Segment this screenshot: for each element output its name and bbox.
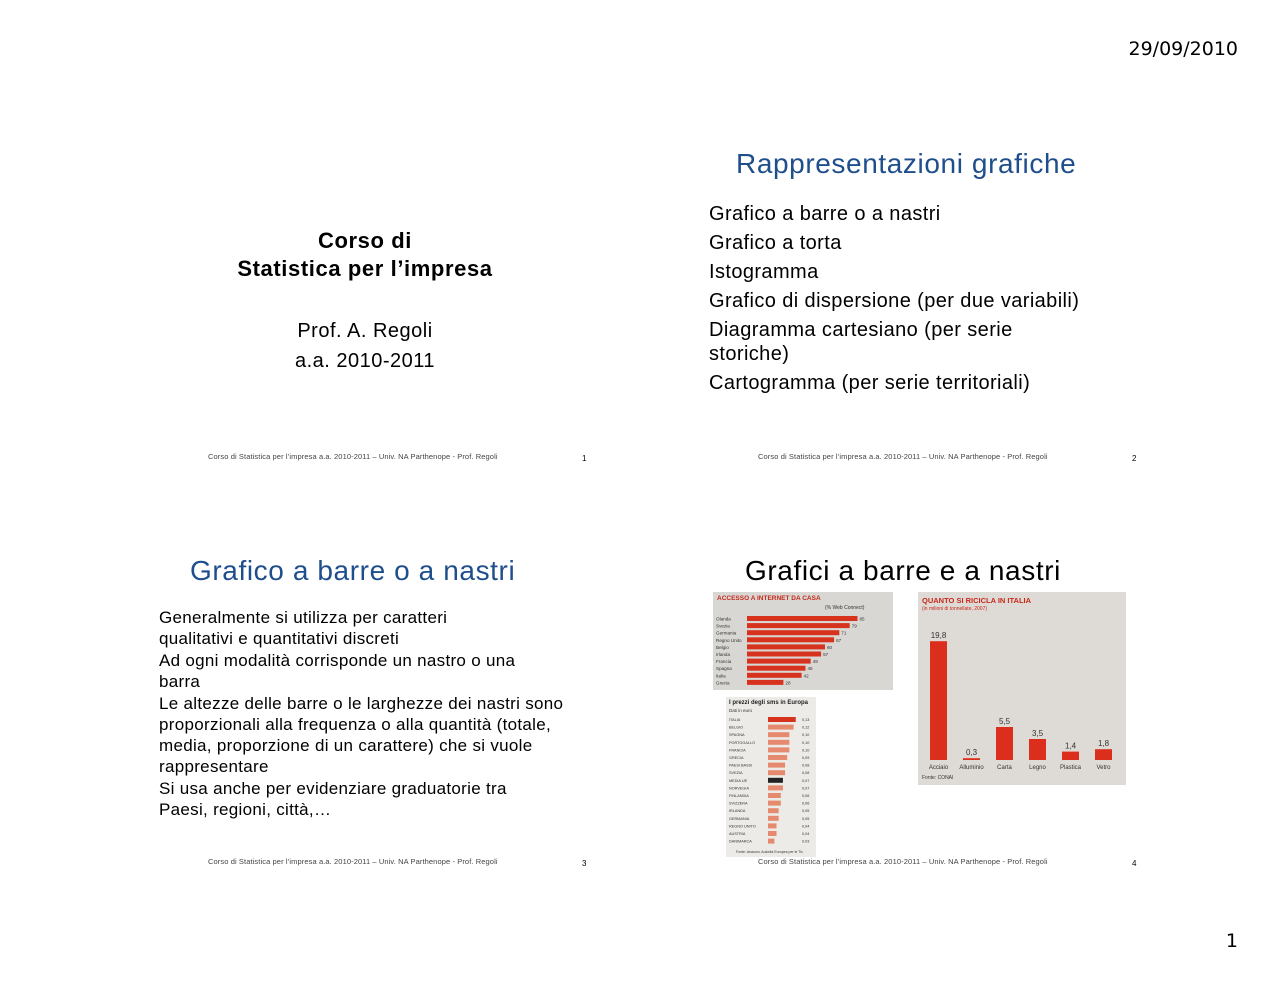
- value-label: 49: [812, 659, 818, 665]
- value-label: 0,09: [802, 756, 810, 760]
- category-label: Vetro: [1096, 765, 1111, 771]
- list-item: Grafico di dispersione (per due variabili): [709, 290, 1080, 312]
- category-label: PORTOGALLO: [729, 740, 756, 745]
- category-label: BELGIO: [729, 725, 744, 730]
- list-item: Diagramma cartesiano (per serie storiche): [709, 319, 1013, 365]
- category-label: IRLANDA: [729, 809, 746, 814]
- list-item: Si usa anche per evidenziare graduatorie tra Paesi, regioni, città,…: [159, 779, 507, 819]
- category-label: SVIZZERA: [729, 801, 748, 806]
- bar: [768, 717, 796, 722]
- category-label: MEDIA UE: [729, 778, 748, 783]
- value-label: 0,08: [802, 763, 810, 768]
- category-label: Grecia: [716, 680, 730, 686]
- category-label: SPAGNA: [729, 733, 745, 738]
- bullet-list: [159, 607, 579, 821]
- bar: [747, 623, 850, 628]
- recycling-bars: [918, 592, 1126, 785]
- bar: [747, 644, 825, 649]
- bar: [1095, 749, 1112, 760]
- slide-number: 2: [1132, 454, 1137, 463]
- bar: [930, 641, 947, 760]
- slide-number: 1: [582, 454, 587, 463]
- value-label: 1,8: [1097, 739, 1110, 749]
- bullet-list: [709, 202, 1129, 400]
- category-label: ITALIA: [729, 718, 741, 722]
- course-title: [150, 227, 580, 283]
- category-label: Svezia: [716, 623, 730, 629]
- list-item: Ad ogni modalità corrisponde un nastro o una barra: [159, 651, 516, 691]
- value-label: 28: [785, 680, 791, 686]
- academic-year: a.a. 2010-2011: [294, 350, 436, 372]
- value-label: 0,12: [802, 725, 810, 730]
- value-label: 42: [803, 673, 809, 679]
- category-label: Legno: [1029, 765, 1046, 771]
- slide-4: [700, 515, 1260, 875]
- value-label: 57: [823, 652, 829, 657]
- category-label: AUSTRIA: [729, 832, 746, 836]
- category-label: GRECIA: [729, 756, 744, 760]
- list-item: Generalmente si utilizza per caratteri qualitativi e quantitativi discreti: [159, 608, 448, 648]
- value-label: 85: [859, 616, 865, 622]
- value-label: 0,07: [802, 786, 810, 791]
- list-item: Cartogramma (per serie territoriali): [709, 372, 1031, 394]
- course-title-line2: Statistica per l’impresa: [237, 256, 493, 281]
- chart-subtitle: (in milioni di tonnellate, 2007): [922, 606, 988, 612]
- value-label: 19,8: [930, 631, 947, 641]
- bar: [747, 673, 802, 678]
- sms-prices-bars: [726, 697, 816, 857]
- slide-3: [150, 515, 710, 875]
- category-label: Italia: [716, 673, 726, 679]
- category-label: Irlanda: [716, 652, 731, 657]
- bar: [1029, 739, 1046, 760]
- chart-source: Fonte: Anacom, Autorità Europea per le Tlc: [736, 850, 803, 854]
- category-label: GERMANIA: [729, 816, 750, 821]
- course-info: [150, 316, 580, 376]
- value-label: 0,3: [965, 748, 978, 758]
- bar: [768, 725, 794, 730]
- bar: [768, 808, 779, 813]
- bar: [747, 652, 821, 657]
- bar: [768, 785, 783, 790]
- slide-footer: Corso di Statistica per l’impresa a.a. 2010-2011 – Univ. NA Parthenope - Prof. Regoli: [758, 857, 1048, 866]
- category-label: Spagna: [716, 666, 732, 672]
- value-label: 0,05: [802, 809, 810, 814]
- bar: [996, 727, 1013, 760]
- chart-title: I prezzi degli sms in Europa: [729, 700, 809, 706]
- slide-number: 3: [582, 859, 587, 868]
- header-date: 29/09/2010: [1128, 38, 1238, 60]
- bar: [768, 740, 789, 745]
- category-label: Alluminio: [959, 765, 984, 771]
- chart-source: Fonte: CONAI: [922, 775, 954, 781]
- list-item: Le altezze delle barre o le larghezze dei nastri sono proporzionali alla frequenza o alla quantità (totale, media, proporzione di un carattere) che si vuole rappresentare: [159, 694, 564, 776]
- value-label: 5,5: [998, 717, 1011, 726]
- bar: [768, 732, 789, 737]
- chart-title: ACCESSO A INTERNET DA CASA: [717, 595, 821, 602]
- bar: [768, 831, 777, 836]
- chart-title: QUANTO SI RICICLA IN ITALIA: [922, 596, 1032, 605]
- value-label: 0,13: [802, 718, 810, 722]
- bar: [747, 680, 783, 685]
- bar: [768, 793, 781, 798]
- category-label: NORVEGIA: [729, 786, 749, 791]
- value-label: 0,04: [802, 824, 810, 829]
- bar: [747, 630, 839, 635]
- bar: [747, 659, 811, 664]
- value-label: 0,06: [802, 794, 810, 798]
- bar: [747, 666, 806, 671]
- course-title-line1: Corso di: [317, 228, 413, 253]
- slide-footer: Corso di Statistica per l’impresa a.a. 2010-2011 – Univ. NA Parthenope - Prof. Regoli: [208, 857, 498, 866]
- internet-access-bars: [713, 592, 893, 690]
- slide-number: 4: [1132, 859, 1137, 868]
- value-label: 0,06: [802, 801, 810, 806]
- value-label: 0,03: [802, 839, 810, 844]
- category-label: REGNO UNITO: [729, 824, 756, 829]
- slide-title: Rappresentazioni grafiche: [736, 148, 1077, 179]
- category-label: DANIMARCA: [729, 839, 752, 844]
- value-label: 60: [827, 644, 833, 650]
- bar: [768, 801, 781, 806]
- page-number: 1: [1225, 930, 1238, 952]
- list-item: Grafico a torta: [709, 232, 842, 254]
- internet-access-chart: [713, 592, 893, 690]
- value-label: 0,10: [802, 740, 810, 745]
- category-label: FRANCIA: [729, 748, 746, 753]
- value-label: 0,07: [802, 778, 810, 783]
- bar: [768, 816, 779, 821]
- bar: [768, 763, 785, 768]
- value-label: 0,10: [802, 733, 810, 738]
- category-label: Acciaio: [928, 765, 949, 771]
- category-label: SVEZIA: [729, 771, 743, 776]
- slide-footer: Corso di Statistica per l’impresa a.a. 2010-2011 – Univ. NA Parthenope - Prof. Regoli: [208, 452, 498, 461]
- category-label: Carta: [997, 765, 1012, 771]
- category-label: Belgio: [716, 644, 729, 650]
- category-label: Olanda: [716, 616, 731, 622]
- bar: [768, 755, 787, 760]
- value-label: 0,04: [802, 832, 810, 836]
- chart-subtitle: Dati in euro: [729, 708, 753, 713]
- sms-prices-chart: [726, 697, 816, 857]
- bar: [747, 637, 834, 642]
- category-label: FINLANDIA: [729, 794, 749, 798]
- category-label: Francia: [716, 659, 732, 665]
- bar: [768, 747, 789, 752]
- slide-footer: Corso di Statistica per l’impresa a.a. 2010-2011 – Univ. NA Parthenope - Prof. Regoli: [758, 452, 1048, 461]
- bar: [768, 778, 783, 783]
- slide-title: Grafico a barre o a nastri: [190, 555, 516, 586]
- slide-1: [150, 110, 710, 470]
- bar: [963, 758, 980, 760]
- value-label: 71: [841, 630, 847, 636]
- bar: [1062, 752, 1079, 760]
- slide-title: Grafici a barre e a nastri: [745, 555, 1061, 586]
- chart-subtitle: (% Web Connect): [825, 605, 865, 611]
- category-label: PAESI BASSI: [729, 763, 753, 768]
- category-label: Plastica: [1059, 765, 1082, 771]
- recycling-chart: [918, 592, 1126, 785]
- bar: [768, 839, 774, 844]
- value-label: 79: [851, 623, 857, 629]
- list-item: Istogramma: [709, 261, 819, 283]
- value-label: 0,05: [802, 816, 810, 821]
- value-label: 3,5: [1031, 729, 1044, 738]
- slide-2: [700, 110, 1260, 470]
- list-item: Grafico a barre o a nastri: [709, 203, 941, 225]
- value-label: 67: [836, 637, 842, 643]
- category-label: Regno Unito: [716, 637, 742, 643]
- value-label: 0,08: [802, 771, 810, 776]
- professor-name: Prof. A. Regoli: [297, 320, 433, 342]
- bar: [768, 770, 785, 775]
- bar: [747, 616, 858, 621]
- value-label: 0,10: [802, 748, 810, 753]
- bar: [768, 823, 777, 828]
- category-label: Germania: [716, 630, 737, 636]
- value-label: 1,4: [1064, 741, 1077, 751]
- value-label: 45: [807, 666, 813, 672]
